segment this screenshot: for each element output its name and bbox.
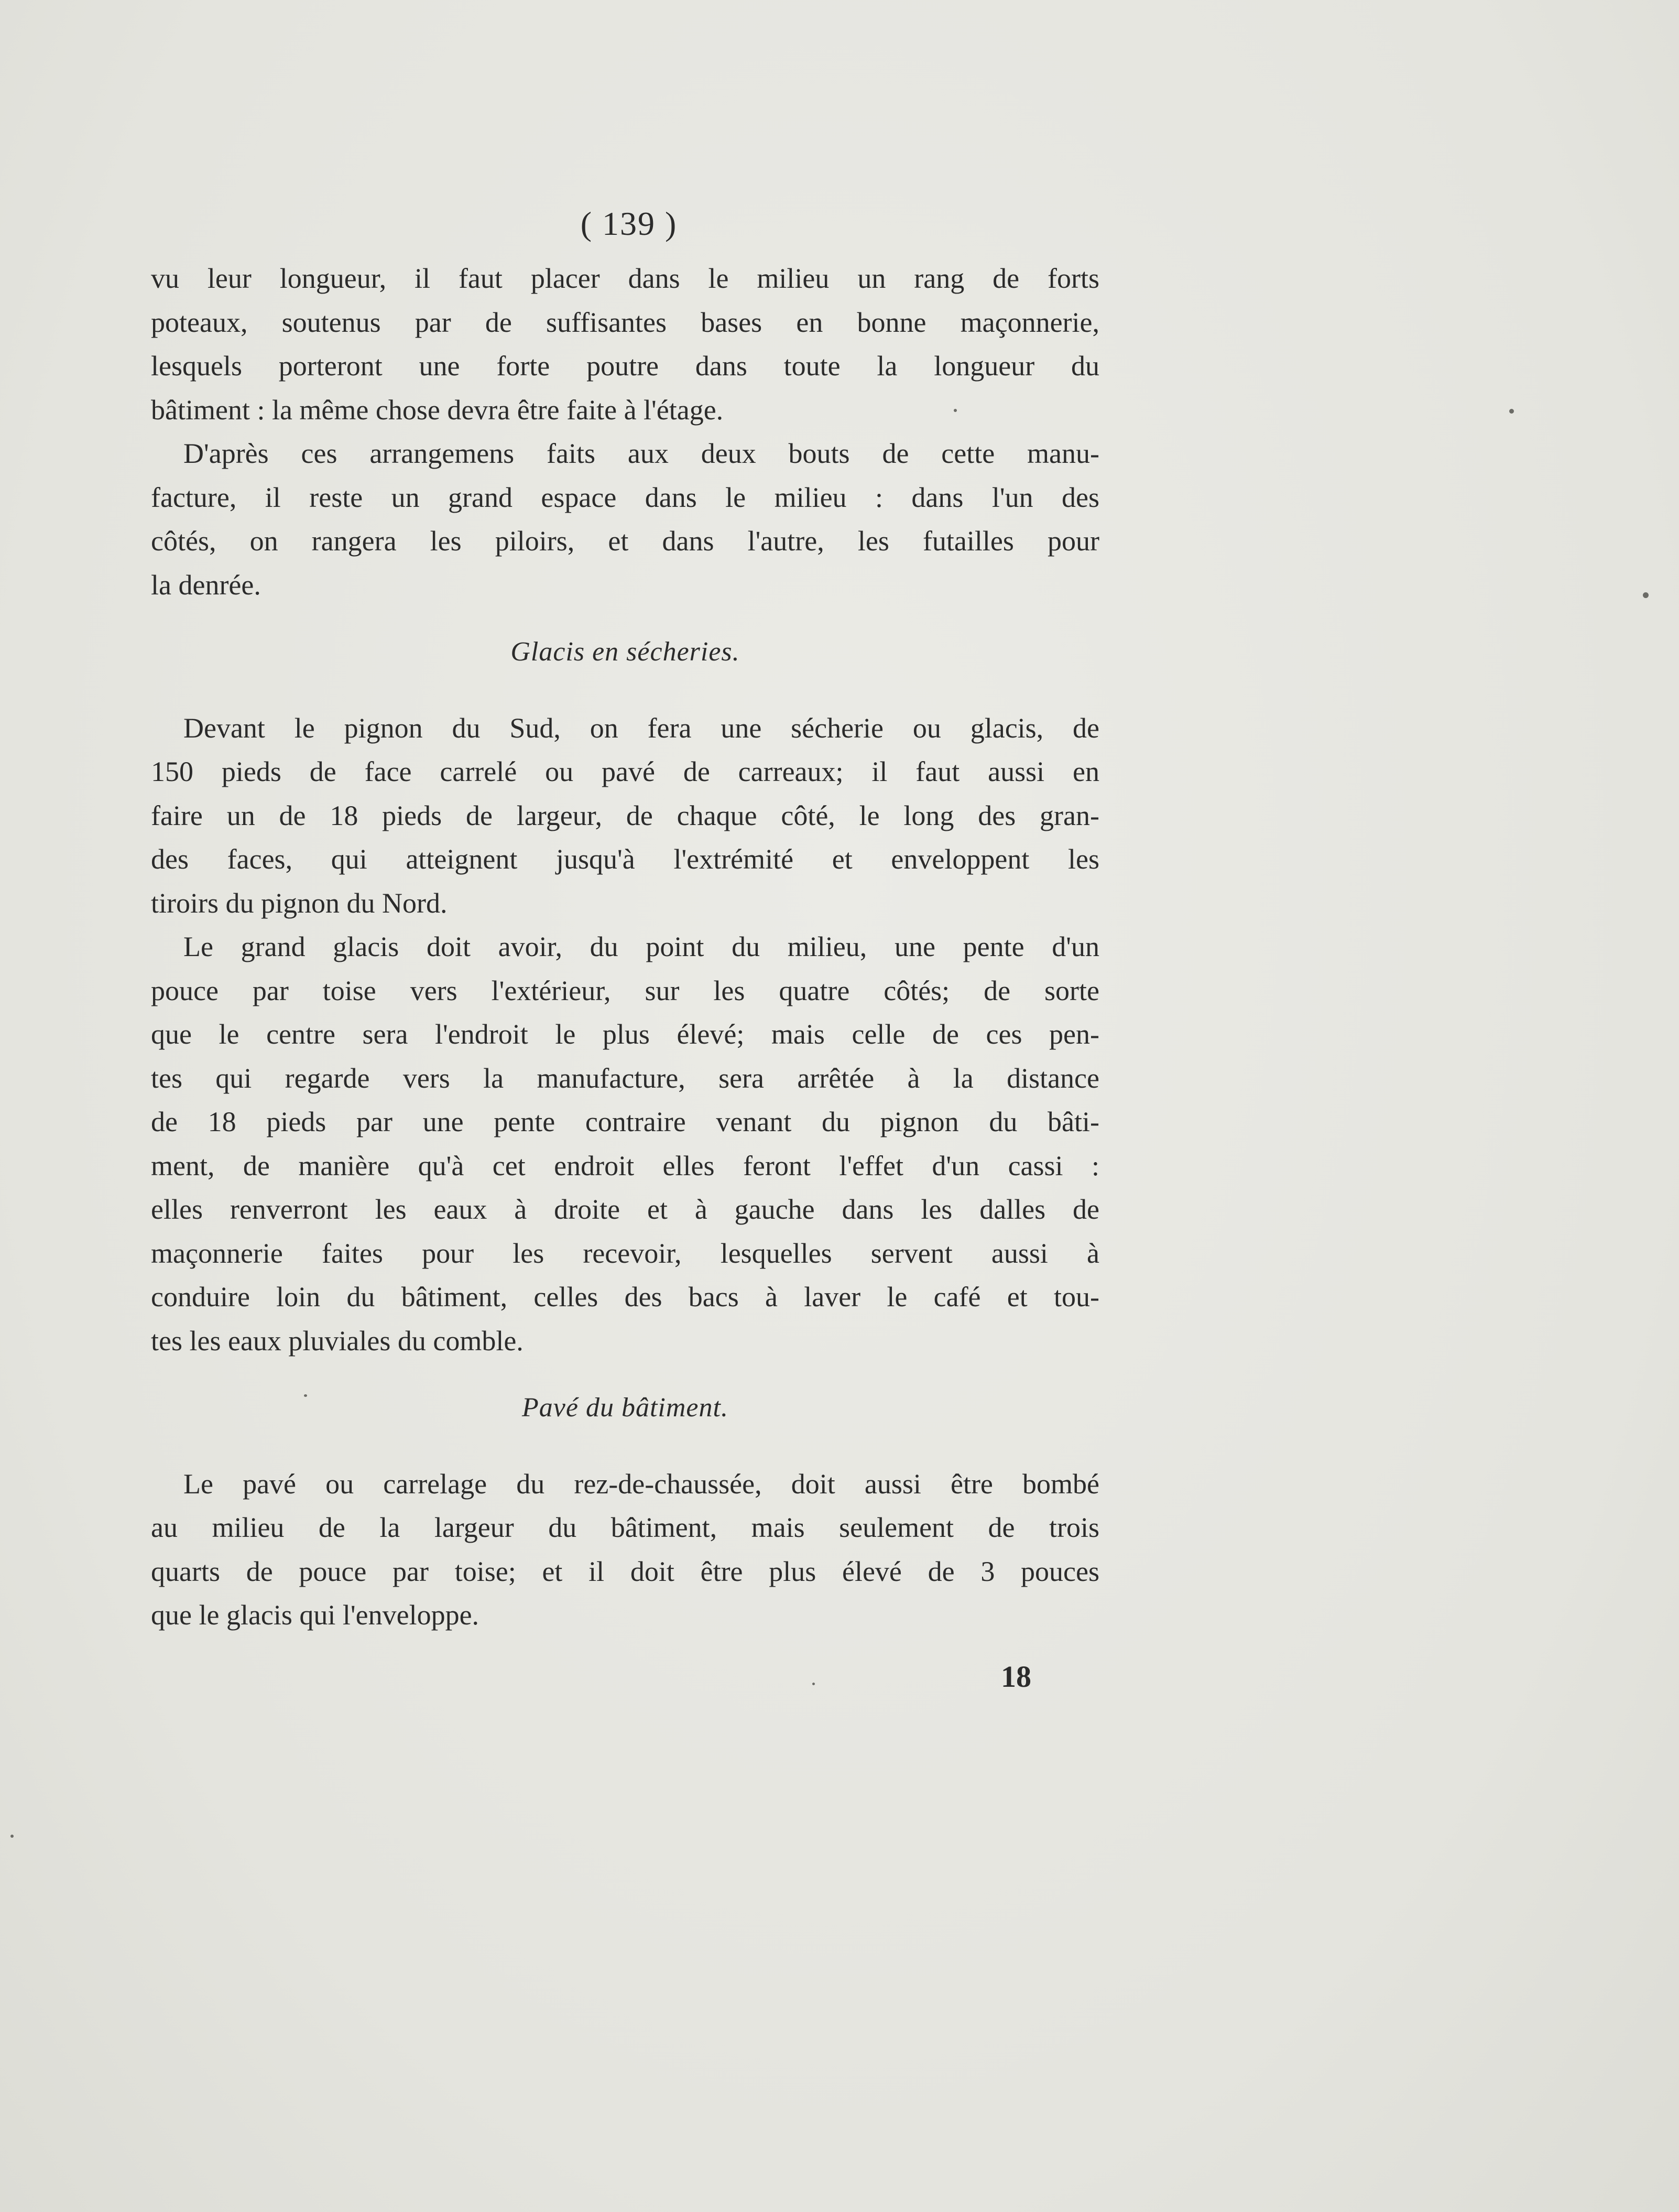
text-line: lesquels porteront une forte poutre dans toute la longueur du [151, 350, 1099, 382]
section-heading-pave: Pavé du bâtiment. [522, 1393, 728, 1423]
text-line: faire un de 18 pieds de largeur, de chaque côté, le long des gran- [151, 799, 1099, 831]
paragraph-1 [151, 257, 1099, 432]
text-line: facture, il reste un grand espace dans le milieu : dans l'un des [151, 481, 1099, 513]
text-line: de 18 pieds par une pente contraire venant du pignon du bâti- [151, 1106, 1099, 1137]
paper-speck [1643, 592, 1649, 598]
text-line: Le grand glacis doit avoir, du point du milieu, une pente d'un [183, 931, 1099, 962]
spacer [151, 674, 1099, 707]
text-line: maçonnerie faites pour les recevoir, lesquelles servent aussi à [151, 1237, 1099, 1269]
text-line: ment, de manière qu'à cet endroit elles feront l'effet d'un cassi : [151, 1150, 1099, 1181]
text-line: 150 pieds de face carrelé ou pavé de carreaux; il faut aussi en [151, 756, 1099, 787]
paragraph-4 [151, 925, 1099, 1363]
text-line: pouce par toise vers l'extérieur, sur les quatre côtés; de sorte [151, 974, 1099, 1006]
text-line: que le glacis qui l'enveloppe. [151, 1599, 479, 1631]
text-line: tes les eaux pluviales du comble. [151, 1325, 524, 1357]
paper-speck [304, 1394, 307, 1397]
text-line: vu leur longueur, il faut placer dans le milieu un rang de forts [151, 263, 1099, 294]
text-line: tes qui regarde vers la manufacture, sera arrêtée à la distance [151, 1062, 1099, 1094]
paper-speck [954, 409, 957, 412]
paragraph-5 [151, 1462, 1099, 1638]
text-line: conduire loin du bâtiment, celles des bacs à laver le café et tou- [151, 1281, 1099, 1313]
paragraph-3 [151, 707, 1099, 926]
section-heading-glacis: Glacis en sécheries. [510, 637, 740, 667]
text-line: elles renverront les eaux à droite et à gauche dans les dalles de [151, 1194, 1099, 1225]
text-line: Le pavé ou carrelage du rez-de-chaussée, doit aussi être bombé [183, 1468, 1099, 1500]
spacer [151, 1363, 1099, 1386]
spacer [151, 1430, 1099, 1462]
paper-speck [812, 1683, 815, 1685]
text-line: que le centre sera l'endroit le plus élevé; mais celle de ces pen- [151, 1018, 1099, 1050]
text-line: quarts de pouce par toise; et il doit être plus élevé de 3 pouces [151, 1555, 1099, 1587]
text-line: la denrée. [151, 569, 261, 601]
paper-speck [10, 1835, 14, 1838]
signature-mark: 18 [1001, 1660, 1031, 1694]
text-line: Devant le pignon du Sud, on fera une sécherie ou glacis, de [183, 712, 1099, 744]
page-number: ( 139 ) [580, 205, 678, 242]
text-line: D'après ces arrangemens faits aux deux bouts de cette manu- [183, 438, 1099, 469]
paper-speck [1509, 409, 1514, 414]
body-text [151, 257, 1099, 1638]
text-line: tiroirs du pignon du Nord. [151, 887, 448, 919]
text-line: au milieu de la largeur du bâtiment, mais seulement de trois [151, 1512, 1099, 1543]
spacer [151, 607, 1099, 630]
text-line: bâtiment : la même chose devra être faite à l'étage. [151, 394, 724, 426]
paragraph-2 [151, 432, 1099, 607]
text-line: des faces, qui atteignent jusqu'à l'extrémité et enveloppent les [151, 843, 1099, 875]
text-line: poteaux, soutenus par de suffisantes bases en bonne maçonnerie, [151, 306, 1099, 338]
text-line: côtés, on rangera les piloirs, et dans l'autre, les futailles pour [151, 525, 1099, 557]
